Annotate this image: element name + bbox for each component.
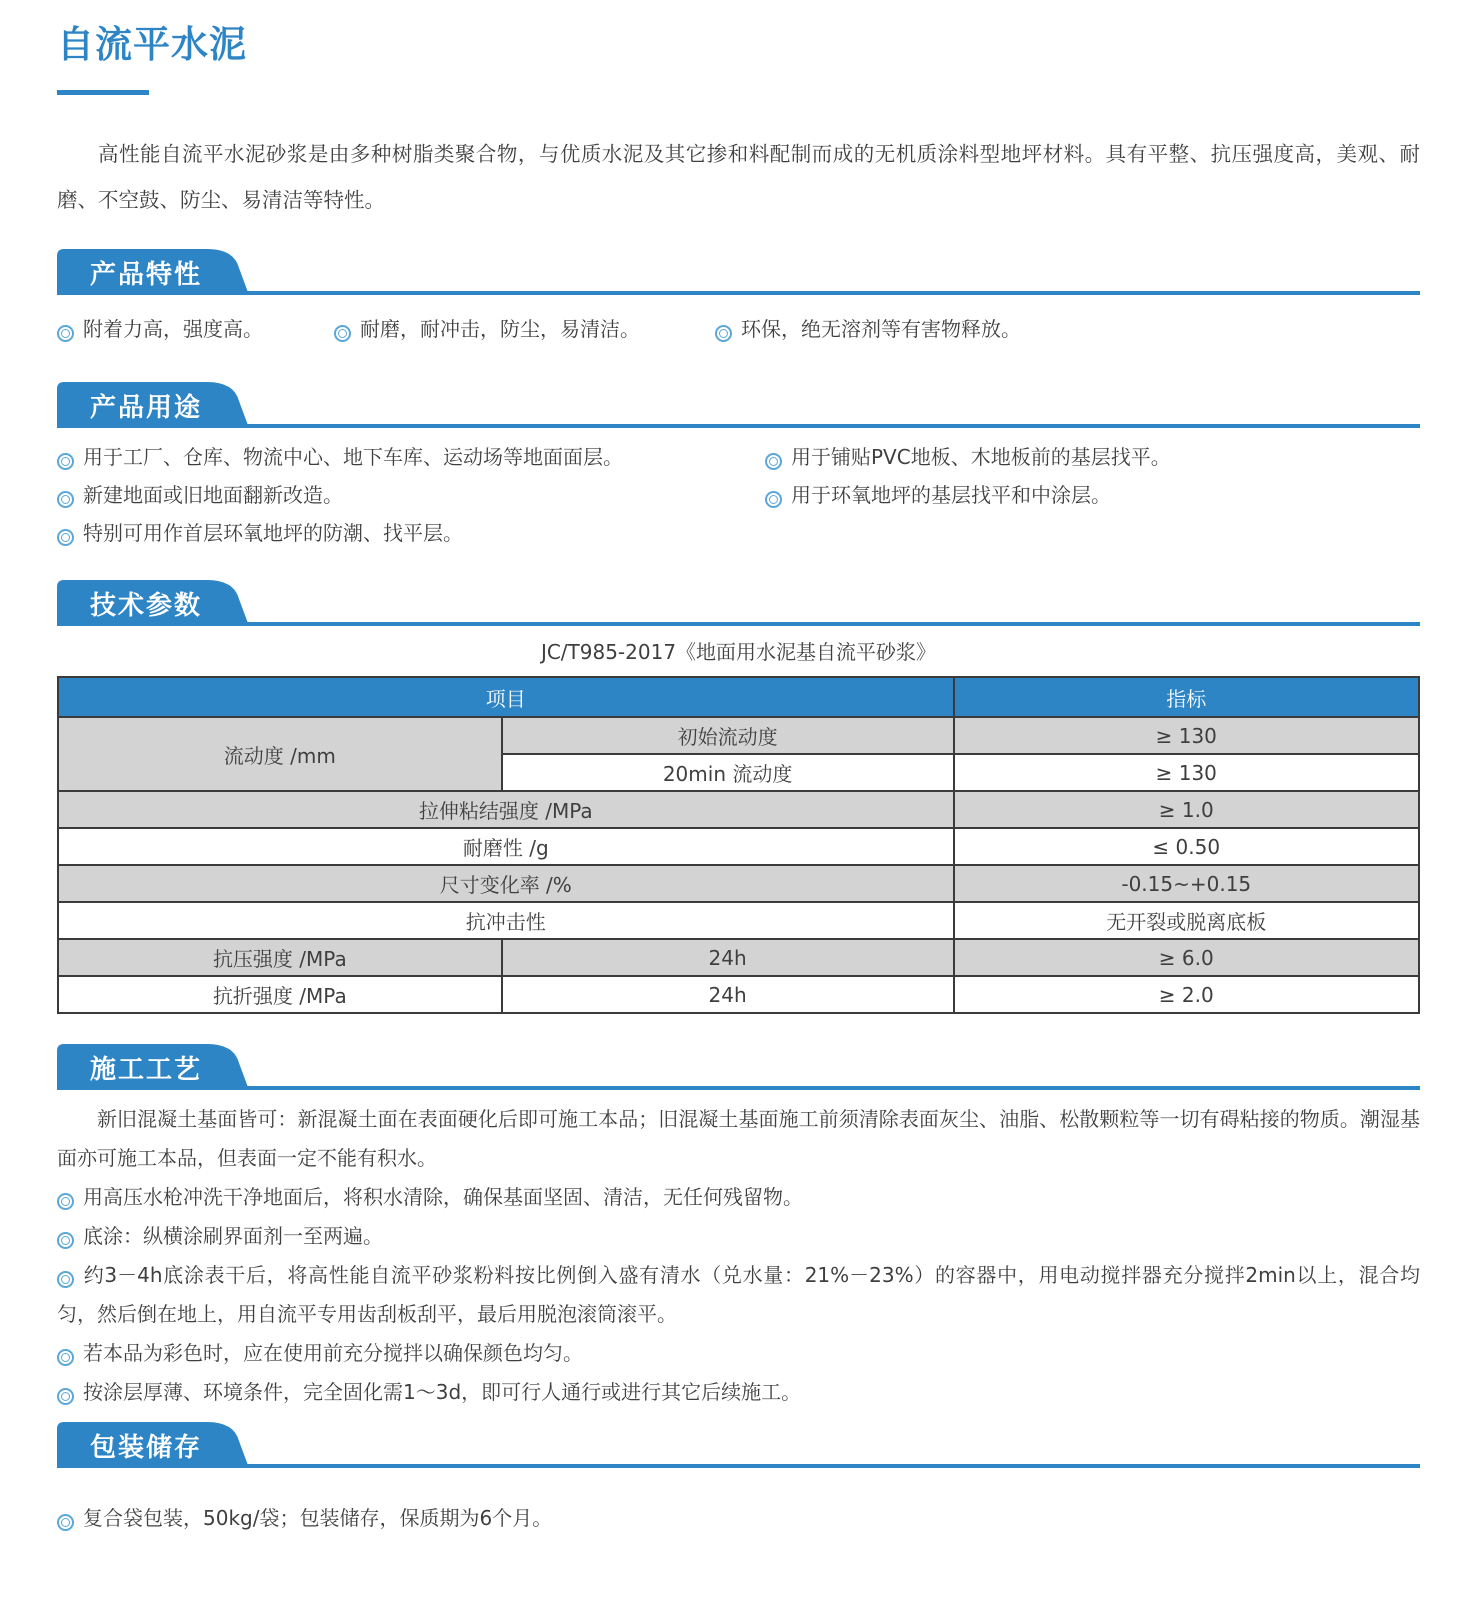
bullseye-bullet-icon [57,529,74,546]
list-item-text: 按涂层厚薄、环境条件，完全固化需1～3d，即可行人通行或进行其它后续施工。 [83,1380,802,1404]
table-row [58,976,1419,1013]
list-item-text: 约3－4h底涂表干后，将高性能自流平砂浆粉料按比例倒入盛有清水（兑水量：21%－23%）的容器中，用电动搅拌器充分搅拌2min以上，混合均匀，然后倒在地上，用自流平专用齿刮板刮平，最后用脱泡滚筒滚平。 [57,1263,1420,1326]
section-header-packaging [57,1422,1420,1468]
uses-list [57,446,1420,560]
list-item-text: 耐磨，耐冲击，防尘，易清洁。 [360,317,640,341]
section-header-specs [57,580,1420,626]
list-item-text: 底涂：纵横涂刷界面剂一至两遍。 [83,1224,383,1248]
table-cell: 无开裂或脱离底板 [954,902,1419,939]
list-item [715,313,1021,342]
bullseye-bullet-icon [57,453,74,470]
bullseye-bullet-icon [57,1193,74,1210]
table-cell: ≥ 1.0 [954,791,1419,828]
column-header-index: 指标 [954,677,1419,717]
section-heading-process: 施工工艺 [89,1054,202,1085]
section-badge [57,382,249,428]
section-badge [57,1044,249,1090]
intro-paragraph: 高性能自流平水泥砂浆是由多种树脂类聚合物，与优质水泥及其它掺和料配制而成的无机质涂料型地坪材料。具有平整、抗压强度高，美观、耐磨、不空鼓、防尘、易清洁等特性。 [57,142,1420,212]
bullseye-bullet-icon [57,491,74,508]
list-item [765,484,1420,508]
table-caption: JC/T985-2017《地面用水泥基自流平砂浆》 [540,640,937,664]
bullseye-bullet-icon [765,453,782,470]
list-item-text: 复合袋包装，50kg/袋；包装储存，保质期为6个月。 [83,1506,553,1530]
list-item [334,313,715,342]
section-heading-features: 产品特性 [89,259,202,290]
table-cell: 抗压强度 /MPa [58,939,502,976]
table-cell: 初始流动度 [502,717,954,754]
table-cell: ≥ 130 [954,717,1419,754]
bullseye-bullet-icon [57,1271,74,1288]
list-item [57,522,765,546]
bullseye-bullet-icon [57,1349,74,1366]
table-cell: ≥ 2.0 [954,976,1419,1013]
section-header-features [57,249,1420,295]
specs-table-body [58,717,1419,1013]
list-item [57,1334,1420,1373]
list-item [57,484,765,508]
table-cell: 24h [502,939,954,976]
features-list [57,313,1420,342]
list-item-text: 新建地面或旧地面翻新改造。 [83,483,343,507]
list-item [57,1178,1420,1217]
bullseye-bullet-icon [57,1232,74,1249]
table-cell: 抗冲击性 [58,902,954,939]
table-cell: 24h [502,976,954,1013]
list-item-text: 用于工厂、仓库、物流中心、地下车库、运动场等地面面层。 [83,445,623,469]
list-item [57,1256,1420,1334]
bullseye-bullet-icon [765,491,782,508]
table-cell: -0.15~+0.15 [954,865,1419,902]
table-cell: ≥ 130 [954,754,1419,791]
section-heading-uses: 产品用途 [89,392,202,423]
table-cell: 流动度 /mm [58,717,502,791]
packaging-list [57,1502,1420,1531]
section-badge [57,249,249,295]
list-item [57,1373,1420,1412]
list-item-text: 环保，绝无溶剂等有害物释放。 [741,317,1021,341]
page-title: 自流平水泥 [57,23,247,66]
list-item [57,1502,1420,1531]
title-underline [57,90,149,95]
table-cell: 抗折强度 /MPa [58,976,502,1013]
section-badge [57,580,249,626]
list-item [57,313,334,342]
list-item-text: 附着力高，强度高。 [83,317,263,341]
section-heading-specs: 技术参数 [89,590,202,621]
list-item-text: 若本品为彩色时，应在使用前充分搅拌以确保颜色均匀。 [83,1341,583,1365]
list-item-text: 特别可用作首层环氧地坪的防潮、找平层。 [83,521,463,545]
uses-left-column [57,446,765,560]
table-row [58,902,1419,939]
section-header-process [57,1044,1420,1090]
list-item [765,446,1420,470]
table-cell: 拉伸粘结强度 /MPa [58,791,954,828]
bullseye-bullet-icon [57,1388,74,1405]
bullseye-bullet-icon [334,325,351,342]
list-item [57,1217,1420,1256]
table-row [58,791,1419,828]
process-intro-paragraph: 新旧混凝土基面皆可：新混凝土面在表面硬化后即可施工本品；旧混凝土基面施工前须清除表面灰尘、油脂、松散颗粒等一切有碍粘接的物质。潮湿基面亦可施工本品，但表面一定不能有积水。 [57,1107,1420,1170]
table-cell: ≤ 0.50 [954,828,1419,865]
table-cell: 尺寸变化率 /% [58,865,954,902]
process-steps-list [57,1178,1420,1412]
column-header-item: 项目 [58,677,954,717]
table-row [58,939,1419,976]
table-cell: 20min 流动度 [502,754,954,791]
table-row [58,828,1419,865]
uses-right-column [765,446,1420,560]
bullseye-bullet-icon [715,325,732,342]
section-header-uses [57,382,1420,428]
list-item [57,446,765,470]
list-item-text: 用于铺贴PVC地板、木地板前的基层找平。 [791,445,1171,469]
specs-table [57,676,1420,1014]
table-cell: 耐磨性 /g [58,828,954,865]
list-item-text: 用高压水枪冲洗干净地面后，将积水清除，确保基面坚固、清洁，无任何残留物。 [83,1185,803,1209]
section-heading-packaging: 包装储存 [89,1432,202,1463]
bullseye-bullet-icon [57,1514,74,1531]
table-row [58,717,1419,754]
table-header-row [58,677,1419,717]
list-item-text: 用于环氧地坪的基层找平和中涂层。 [791,483,1111,507]
table-cell: ≥ 6.0 [954,939,1419,976]
section-badge [57,1422,249,1468]
table-row [58,865,1419,902]
bullseye-bullet-icon [57,325,74,342]
